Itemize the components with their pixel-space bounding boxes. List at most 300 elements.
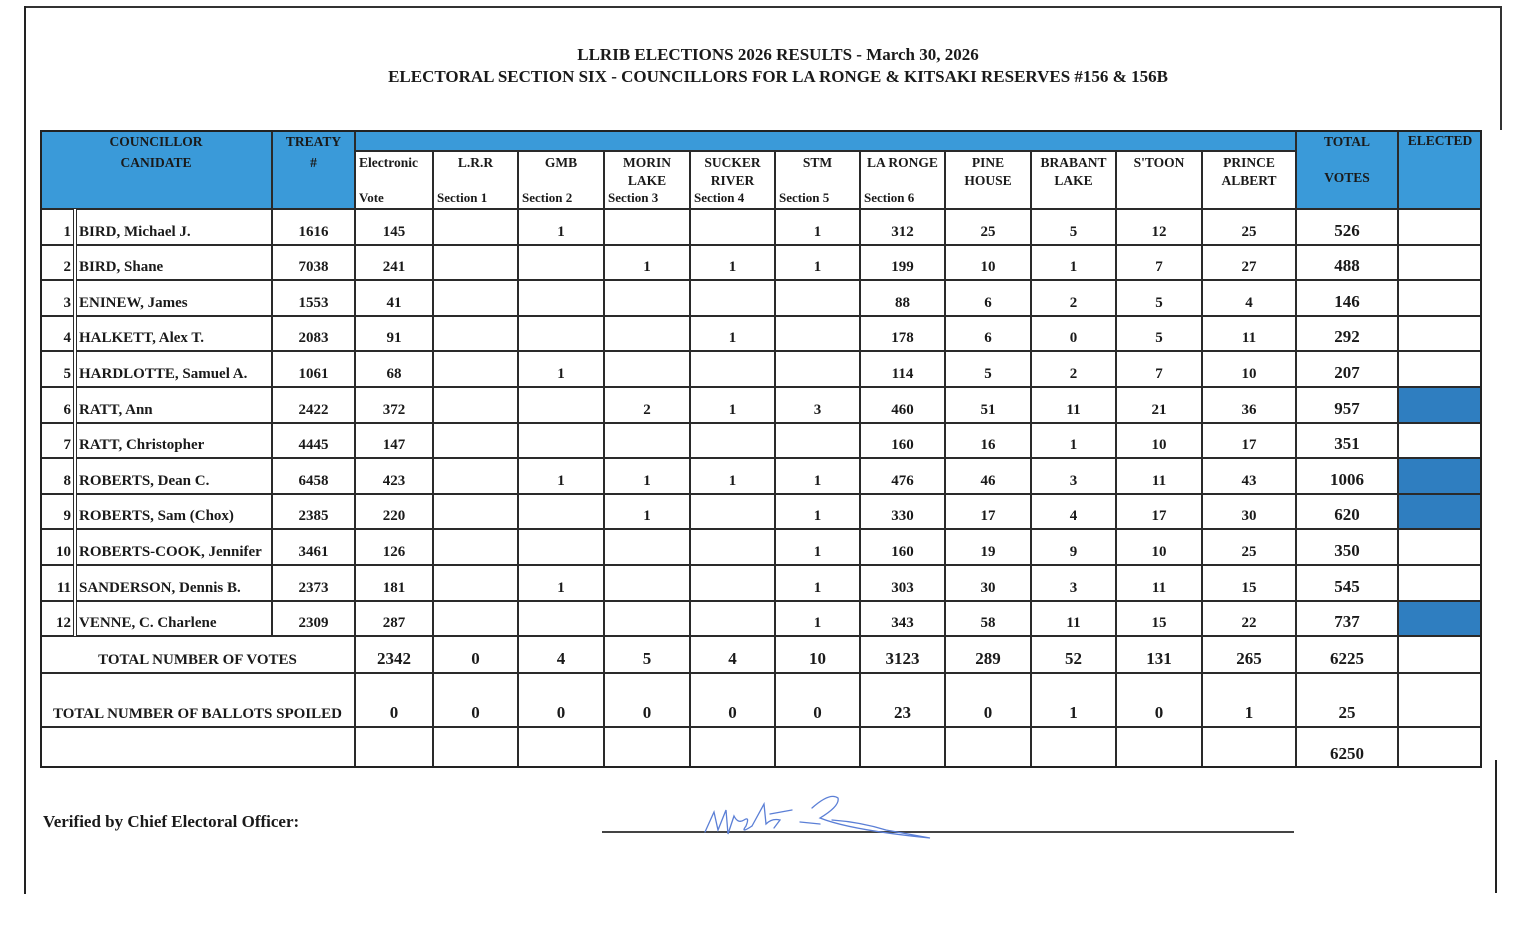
grand-total-poll-empty	[1031, 727, 1116, 768]
poll-votes: 126	[382, 543, 406, 560]
poll-votes-cell	[518, 529, 604, 565]
poll-votes: 4	[1069, 508, 1078, 525]
candidate-total-cell	[1296, 280, 1398, 316]
spoiled-poll-cell	[433, 673, 518, 727]
poll-votes-cell	[1202, 316, 1296, 352]
header-poll-4	[690, 151, 775, 209]
poll-votes: 4	[1245, 294, 1253, 311]
poll-votes-cell	[775, 209, 860, 245]
total-votes-poll-cell	[945, 636, 1031, 673]
treaty-number-cell	[272, 458, 355, 494]
poll-votes-cell	[690, 280, 775, 316]
candidate-name-cell	[76, 280, 272, 316]
poll-votes: 303	[891, 579, 914, 596]
spoiled-poll-cell	[355, 673, 433, 727]
candidate-total-cell	[1296, 423, 1398, 459]
total-votes-elected-empty	[1398, 636, 1482, 673]
poll-votes-cell	[518, 245, 604, 281]
poll-votes: 19	[980, 543, 996, 560]
poll-votes: 178	[891, 330, 914, 347]
total-votes-poll-cell	[604, 636, 690, 673]
spoiled-poll: 0	[728, 703, 737, 722]
poll-votes: 1	[728, 259, 737, 276]
candidate-name: BIRD, Michael J.	[79, 223, 191, 240]
poll-votes-cell	[860, 387, 945, 423]
candidate-name-cell	[76, 387, 272, 423]
candidate-total-cell	[1296, 565, 1398, 601]
spoiled-ballots-label: TOTAL NUMBER OF BALLOTS SPOILED	[53, 706, 342, 722]
poll-votes-cell	[775, 458, 860, 494]
candidate-name-cell	[76, 351, 272, 387]
header-total-line1: TOTAL	[1323, 134, 1371, 149]
poll-votes-cell	[1202, 351, 1296, 387]
candidate-total-votes: 1006	[1330, 469, 1364, 489]
poll-votes: 2	[643, 401, 651, 418]
poll-votes-cell	[604, 316, 690, 352]
poll-votes-cell	[690, 601, 775, 637]
header-poll-5	[775, 151, 860, 209]
candidate-number: 6	[63, 401, 71, 418]
spoiled-poll: 0	[813, 703, 822, 722]
poll-votes: 41	[386, 294, 402, 311]
candidate-number: 9	[63, 508, 71, 525]
candidate-total-cell	[1296, 601, 1398, 637]
poll-votes-cell	[945, 601, 1031, 637]
spoiled-poll-cell	[1031, 673, 1116, 727]
poll-votes: 25	[1241, 543, 1257, 560]
poll-votes: 30	[1241, 508, 1257, 525]
poll-votes: 330	[891, 508, 914, 525]
total-votes-poll: 10	[809, 648, 826, 668]
poll-votes-cell	[1116, 280, 1202, 316]
page-frame-top	[26, 6, 1502, 8]
candidate-total-cell	[1296, 458, 1398, 494]
poll-votes-cell	[1202, 387, 1296, 423]
candidate-number: 1	[63, 223, 71, 240]
poll-votes-cell	[860, 529, 945, 565]
row-index	[40, 458, 74, 494]
header-poll-section: Section 1	[437, 190, 488, 205]
poll-votes-cell	[433, 351, 518, 387]
header-poll-name: L.R.R	[457, 155, 494, 170]
total-votes-poll: 289	[975, 648, 1001, 668]
poll-votes: 58	[980, 615, 996, 632]
grand-total-poll-empty	[355, 727, 433, 768]
candidate-number: 7	[63, 437, 71, 454]
poll-votes-cell	[1031, 245, 1116, 281]
total-votes-poll-cell	[433, 636, 518, 673]
header-poll-section: Section 4	[694, 190, 745, 205]
candidate-number: 5	[63, 365, 71, 382]
header-poll-name: STM	[802, 155, 833, 170]
poll-votes: 21	[1151, 401, 1167, 418]
header-poll-section: Vote	[359, 190, 384, 205]
total-votes-poll: 5	[642, 648, 652, 668]
poll-votes: 46	[980, 472, 996, 489]
poll-votes-cell	[1116, 565, 1202, 601]
poll-votes-cell	[1031, 316, 1116, 352]
poll-votes-cell	[775, 387, 860, 423]
poll-votes-cell	[775, 601, 860, 637]
poll-votes-cell	[1031, 351, 1116, 387]
header-poll-9	[1116, 151, 1202, 209]
not-elected-cell	[1398, 423, 1482, 459]
poll-votes-cell	[1202, 423, 1296, 459]
header-poll-6	[860, 151, 945, 209]
row-index	[40, 529, 74, 565]
poll-votes-cell	[860, 423, 945, 459]
treaty-number-cell	[272, 601, 355, 637]
spoiled-poll: 0	[471, 703, 480, 722]
spoiled-poll: 1	[1244, 703, 1254, 722]
candidate-name-cell	[76, 494, 272, 530]
grand-total-poll-empty	[1116, 727, 1202, 768]
candidate-number: 11	[56, 579, 71, 596]
total-votes-poll: 2342	[377, 648, 411, 668]
poll-votes: 1	[813, 223, 822, 240]
poll-votes: 1	[813, 472, 822, 489]
poll-votes-cell	[1031, 601, 1116, 637]
header-treaty	[272, 130, 355, 209]
page-frame-right-lower	[1495, 760, 1497, 893]
poll-votes-cell	[860, 601, 945, 637]
poll-votes: 91	[386, 330, 402, 347]
poll-votes: 1	[557, 223, 565, 240]
candidate-number: 3	[63, 294, 71, 311]
poll-votes: 11	[1151, 472, 1167, 489]
poll-votes: 2	[1069, 294, 1078, 311]
poll-votes-cell	[355, 601, 433, 637]
poll-votes: 27	[1241, 259, 1257, 276]
poll-votes: 1	[728, 401, 737, 418]
poll-votes: 10	[1241, 365, 1257, 382]
candidate-total-votes: 620	[1334, 505, 1360, 525]
poll-votes-cell	[604, 494, 690, 530]
header-poll-name: SUCKER RIVER	[704, 155, 761, 188]
poll-votes-cell	[604, 387, 690, 423]
spoiled-poll: 23	[894, 703, 911, 722]
poll-votes-cell	[1202, 565, 1296, 601]
treaty-number: 1616	[298, 223, 329, 240]
candidate-name-cell	[76, 529, 272, 565]
poll-votes: 1	[813, 543, 822, 560]
total-votes-poll-cell	[860, 636, 945, 673]
candidate-name: VENNE, C. Charlene	[79, 615, 217, 632]
grand-total-ballots: 6250	[1330, 744, 1364, 763]
poll-votes-cell	[355, 494, 433, 530]
candidate-total-cell	[1296, 387, 1398, 423]
poll-votes-cell	[690, 245, 775, 281]
poll-votes-cell	[1116, 209, 1202, 245]
spoiled-poll-cell	[604, 673, 690, 727]
poll-votes-cell	[690, 458, 775, 494]
treaty-number-cell	[272, 316, 355, 352]
total-votes-poll-cell	[355, 636, 433, 673]
poll-votes: 15	[1151, 615, 1167, 632]
poll-votes-cell	[433, 565, 518, 601]
poll-votes-cell	[1116, 458, 1202, 494]
poll-votes: 145	[382, 223, 406, 240]
poll-votes: 11	[1241, 330, 1257, 347]
poll-votes: 36	[1241, 401, 1257, 418]
total-votes-poll-cell	[1202, 636, 1296, 673]
row-index	[40, 494, 74, 530]
poll-votes: 68	[386, 365, 402, 382]
candidate-name: SANDERSON, Dennis B.	[79, 579, 241, 596]
poll-votes-cell	[355, 280, 433, 316]
not-elected-cell	[1398, 245, 1482, 281]
treaty-number-cell	[272, 494, 355, 530]
candidate-total-cell	[1296, 209, 1398, 245]
spoiled-poll: 0	[1154, 703, 1164, 722]
poll-votes: 1	[813, 508, 822, 525]
poll-votes: 15	[1241, 579, 1257, 596]
poll-votes-cell	[1116, 529, 1202, 565]
poll-votes: 17	[1151, 508, 1167, 525]
poll-votes: 5	[1155, 330, 1163, 347]
total-votes-poll: 4	[556, 648, 566, 668]
poll-votes: 30	[980, 579, 996, 596]
not-elected-cell	[1398, 351, 1482, 387]
grand-total-poll-empty	[690, 727, 775, 768]
poll-votes-cell	[1202, 245, 1296, 281]
elected-marker	[1398, 601, 1482, 637]
poll-votes: 17	[980, 508, 996, 525]
poll-votes-cell	[604, 351, 690, 387]
candidate-name: HALKETT, Alex T.	[79, 330, 205, 347]
poll-votes: 372	[382, 401, 406, 418]
candidate-total-cell	[1296, 529, 1398, 565]
candidate-total-cell	[1296, 245, 1398, 281]
poll-votes-cell	[355, 245, 433, 281]
treaty-number-cell	[272, 209, 355, 245]
elected-marker	[1398, 387, 1482, 423]
poll-votes-cell	[860, 245, 945, 281]
poll-votes-cell	[945, 529, 1031, 565]
spoiled-poll: 1	[1069, 703, 1078, 722]
treaty-number: 2385	[298, 508, 329, 525]
poll-votes-cell	[860, 565, 945, 601]
candidate-total-cell	[1296, 351, 1398, 387]
header-poll-8	[1031, 151, 1116, 209]
poll-votes: 160	[891, 543, 914, 560]
poll-votes: 1	[557, 472, 565, 489]
poll-votes-cell	[860, 280, 945, 316]
header-poll-name: LA RONGE	[867, 155, 938, 170]
candidate-total-votes: 292	[1334, 327, 1360, 347]
total-votes-poll-cell	[775, 636, 860, 673]
not-elected-cell	[1398, 209, 1482, 245]
poll-votes-cell	[1031, 458, 1116, 494]
candidate-total-votes: 737	[1334, 612, 1360, 632]
poll-votes-cell	[775, 351, 860, 387]
poll-votes: 12	[1151, 223, 1167, 240]
treaty-number-cell	[272, 387, 355, 423]
grand-total-poll-empty	[433, 727, 518, 768]
poll-votes-cell	[433, 316, 518, 352]
header-poll-10	[1202, 151, 1296, 209]
grand-total-poll-empty	[945, 727, 1031, 768]
poll-votes-cell	[604, 565, 690, 601]
poll-votes-cell	[604, 601, 690, 637]
poll-votes-cell	[1031, 494, 1116, 530]
poll-votes-cell	[355, 529, 433, 565]
poll-votes: 1	[557, 579, 565, 596]
spoiled-poll-cell	[690, 673, 775, 727]
grand-total-cell	[1296, 727, 1398, 768]
header-polls-band	[355, 130, 1296, 151]
row-index	[40, 351, 74, 387]
total-votes-poll: 265	[1236, 648, 1262, 668]
poll-votes: 10	[1151, 437, 1167, 454]
poll-votes: 11	[1151, 579, 1167, 596]
poll-votes: 43	[1241, 472, 1257, 489]
header-poll-name: PRINCE ALBERT	[1221, 155, 1277, 188]
header-poll-section: Section 5	[779, 190, 830, 205]
header-poll-3	[604, 151, 690, 209]
poll-votes-cell	[1116, 423, 1202, 459]
verified-by-label: Verified by Chief Electoral Officer:	[43, 812, 300, 831]
spoiled-poll: 0	[556, 703, 566, 722]
poll-votes-cell	[604, 423, 690, 459]
poll-votes: 287	[382, 615, 406, 632]
poll-votes: 6	[984, 330, 992, 347]
header-poll-name: S'TOON	[1133, 155, 1185, 170]
candidate-name: ROBERTS, Dean C.	[79, 472, 210, 489]
poll-votes-cell	[690, 351, 775, 387]
total-votes-poll: 52	[1065, 648, 1082, 668]
total-votes-label: TOTAL NUMBER OF VOTES	[98, 651, 297, 668]
header-candidate-line1: COUNCILLOR	[109, 134, 203, 149]
poll-votes: 199	[891, 259, 914, 276]
poll-votes: 10	[1151, 543, 1167, 560]
spoiled-poll: 0	[389, 703, 399, 722]
poll-votes-cell	[945, 458, 1031, 494]
total-votes-sum-cell	[1296, 636, 1398, 673]
poll-votes-cell	[775, 280, 860, 316]
row-index	[40, 245, 74, 281]
treaty-number: 2422	[298, 401, 329, 418]
poll-votes-cell	[355, 565, 433, 601]
poll-votes-cell	[1116, 316, 1202, 352]
header-candidate-line2: CANIDATE	[120, 155, 192, 170]
elected-marker	[1398, 458, 1482, 494]
header-treaty-line1: TREATY	[285, 134, 342, 149]
spoiled-poll: 0	[983, 703, 993, 722]
poll-votes: 1	[643, 259, 651, 276]
treaty-number: 2309	[298, 615, 329, 632]
grand-total-elected-empty	[1398, 727, 1482, 768]
poll-votes: 3	[1069, 579, 1078, 596]
total-votes-poll-cell	[1031, 636, 1116, 673]
total-votes-poll: 131	[1146, 648, 1172, 668]
poll-votes-cell	[1202, 458, 1296, 494]
total-votes-poll-cell	[518, 636, 604, 673]
poll-votes: 1	[643, 508, 651, 525]
poll-votes-cell	[775, 316, 860, 352]
poll-votes: 460	[891, 401, 914, 418]
poll-votes-cell	[1031, 387, 1116, 423]
poll-votes: 181	[382, 579, 406, 596]
document-subtitle: ELECTORAL SECTION SIX - COUNCILLORS FOR LA RONGE & KITSAKI RESERVES #156 & 156B	[388, 67, 1168, 86]
poll-votes-cell	[945, 351, 1031, 387]
candidate-total-votes: 351	[1334, 434, 1360, 454]
header-poll-name: Electronic	[359, 155, 418, 170]
poll-votes: 423	[382, 472, 406, 489]
poll-votes-cell	[604, 529, 690, 565]
poll-votes-cell	[775, 565, 860, 601]
poll-votes: 25	[1241, 223, 1257, 240]
spoiled-elected-empty	[1398, 673, 1482, 727]
poll-votes: 6	[984, 294, 992, 311]
poll-votes-cell	[945, 565, 1031, 601]
total-votes-poll: 0	[471, 648, 480, 668]
treaty-number: 2373	[298, 579, 329, 596]
total-votes-poll-cell	[690, 636, 775, 673]
poll-votes-cell	[518, 565, 604, 601]
poll-votes: 88	[895, 294, 910, 311]
candidate-total-votes: 526	[1334, 220, 1360, 240]
candidate-name: BIRD, Shane	[79, 259, 164, 276]
header-poll-7	[945, 151, 1031, 209]
row-index	[40, 423, 74, 459]
candidate-number: 8	[63, 472, 71, 489]
not-elected-cell	[1398, 529, 1482, 565]
total-votes-poll-cell	[1116, 636, 1202, 673]
treaty-number: 6458	[298, 472, 329, 489]
poll-votes: 1	[643, 472, 651, 489]
treaty-number: 7038	[298, 259, 329, 276]
poll-votes: 7	[1155, 365, 1163, 382]
poll-votes-cell	[355, 387, 433, 423]
row-index	[40, 209, 74, 245]
candidate-name-cell	[76, 565, 272, 601]
poll-votes-cell	[604, 209, 690, 245]
treaty-number-cell	[272, 529, 355, 565]
poll-votes: 2	[1069, 365, 1078, 382]
header-poll-section: Section 3	[608, 190, 659, 205]
treaty-number: 1061	[298, 365, 329, 382]
spoiled-poll: 0	[642, 703, 652, 722]
poll-votes-cell	[860, 209, 945, 245]
row-index	[40, 565, 74, 601]
poll-votes: 1	[728, 330, 737, 347]
poll-votes-cell	[1116, 601, 1202, 637]
poll-votes: 147	[382, 437, 406, 454]
poll-votes: 7	[1155, 259, 1163, 276]
treaty-number-cell	[272, 280, 355, 316]
poll-votes: 9	[1069, 543, 1078, 560]
treaty-number-cell	[272, 351, 355, 387]
poll-votes-cell	[860, 316, 945, 352]
poll-votes: 160	[891, 437, 914, 454]
poll-votes-cell	[690, 529, 775, 565]
treaty-number: 3461	[298, 543, 329, 560]
poll-votes-cell	[1202, 494, 1296, 530]
candidate-total-votes: 146	[1334, 291, 1360, 311]
candidate-number: 12	[56, 615, 71, 632]
treaty-number-cell	[272, 565, 355, 601]
poll-votes-cell	[433, 387, 518, 423]
poll-votes: 1	[728, 472, 737, 489]
poll-votes-cell	[775, 529, 860, 565]
candidate-total-votes: 207	[1334, 362, 1360, 382]
poll-votes-cell	[518, 351, 604, 387]
total-votes-poll: 3123	[885, 648, 920, 668]
poll-votes-cell	[518, 316, 604, 352]
treaty-number: 2083	[298, 330, 329, 347]
poll-votes-cell	[433, 601, 518, 637]
